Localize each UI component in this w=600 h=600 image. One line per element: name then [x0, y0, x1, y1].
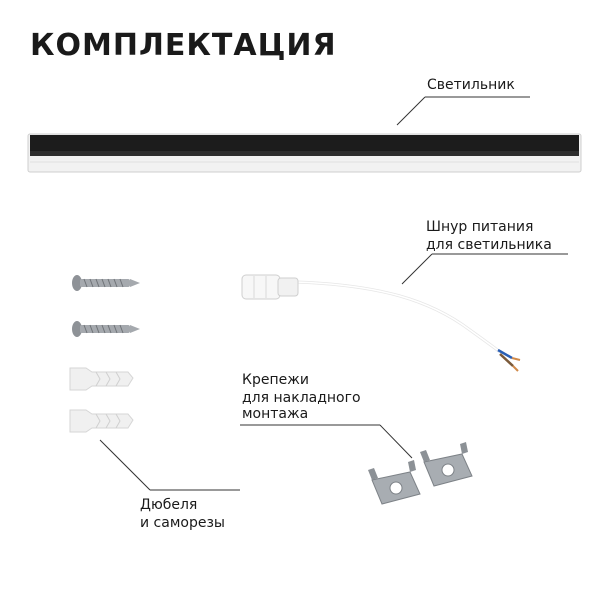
cord-label-line2: для светильника: [426, 237, 552, 253]
mounts-label-line3: монтажа: [242, 406, 309, 422]
cord-leader-line: [402, 254, 568, 284]
lamp-leader-line: [397, 97, 530, 125]
power-cord-icon: [242, 275, 520, 371]
dowels-leader-line: [100, 440, 240, 490]
mounts-label-line1: Крепежи: [242, 372, 309, 388]
mounts-label-line2: для накладного: [242, 390, 361, 406]
mounting-bracket-icon: [368, 460, 420, 504]
dowel-icon: [70, 368, 133, 390]
lamp-label: Светильник: [427, 77, 515, 93]
dowels-label-line1: Дюбеля: [140, 497, 198, 513]
dowel-icon: [70, 410, 133, 432]
screw-icon: [72, 275, 140, 291]
cord-label-line1: Шнур питания: [426, 219, 534, 235]
screw-icon: [72, 321, 140, 337]
linear-lamp-icon: [28, 134, 581, 172]
dowels-label-line2: и саморезы: [140, 515, 225, 531]
mounting-bracket-icon: [420, 442, 472, 486]
mounts-leader-line: [240, 425, 412, 458]
page-title: КОМПЛЕКТАЦИЯ: [30, 28, 337, 63]
